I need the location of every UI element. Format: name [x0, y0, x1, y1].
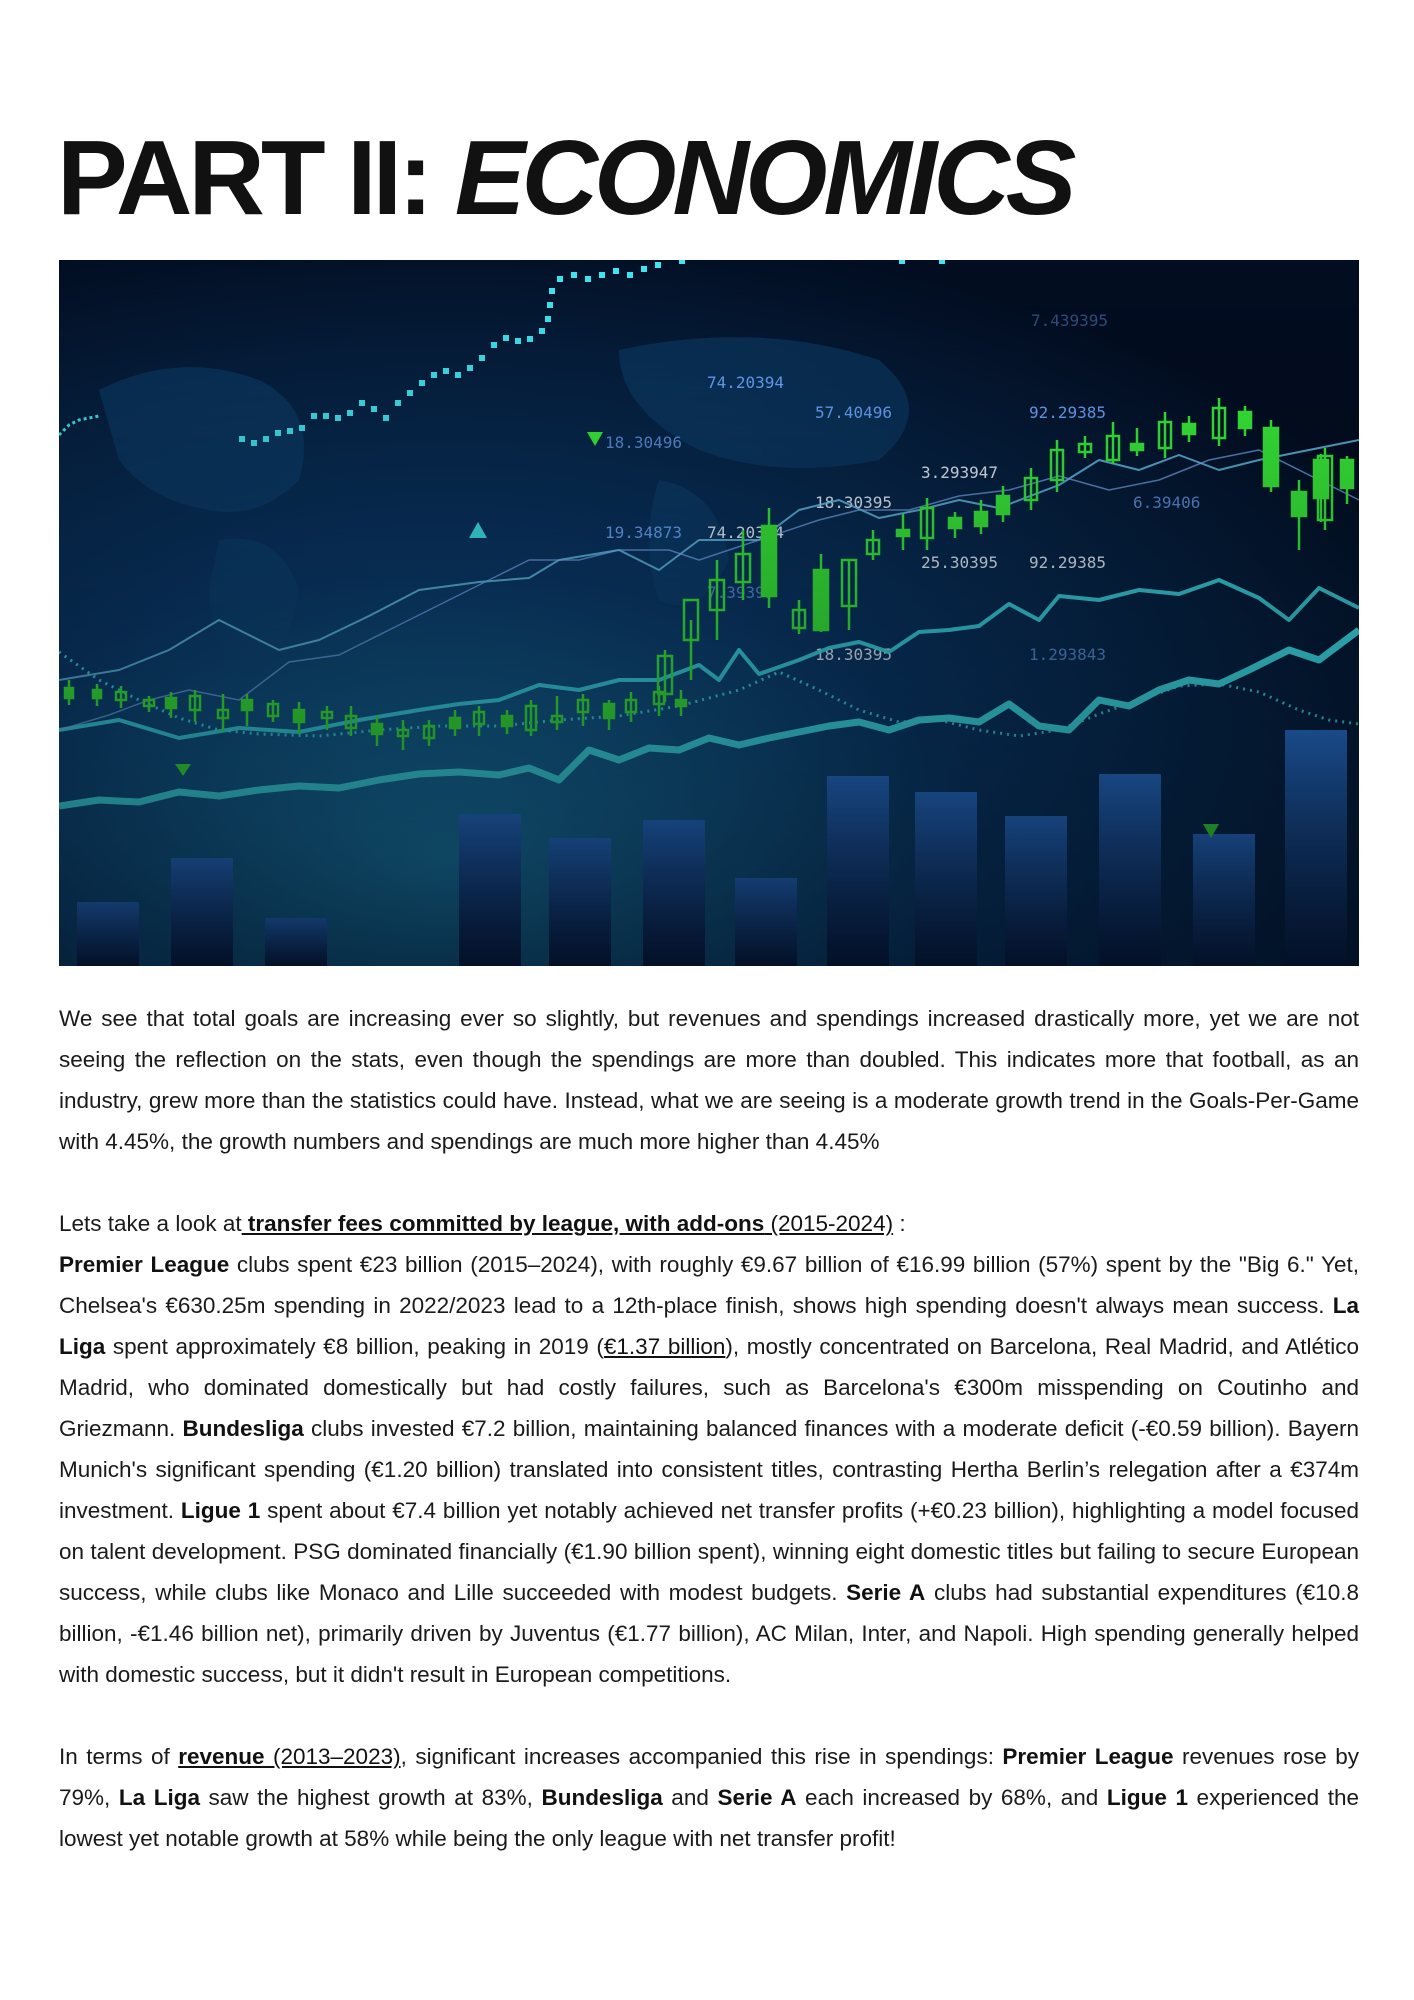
paragraph-revenue	[59, 1736, 1359, 1859]
revenue-text: , significant increases accompanied this rise in spendings:	[400, 1744, 1003, 1769]
revenue-text: revenues rose by 79%,	[59, 1744, 1359, 1810]
revenue-text: and	[662, 1785, 718, 1810]
premier-league-text: clubs spent €23 billion (2015–2024), with roughly €9.67 billion of €16.99 billion (57%) spent by the "Big 6." Yet, Chelsea's €630.25m spending in 2022/2023 lead to a 12th-place finish, shows high spending doesn't always mean success.	[59, 1252, 1360, 1318]
revenue-intro: In terms of	[59, 1744, 179, 1769]
league-name-la-liga: La Liga	[59, 1293, 1359, 1359]
revenue-years-link[interactable]: (2013–2023)	[264, 1744, 401, 1769]
league-name-bundesliga: Bundesliga	[182, 1416, 304, 1441]
league-name-serie-a: Serie A	[846, 1580, 926, 1605]
ligue-1-text: spent about €7.4 billion yet notably achieved net transfer profits (+€0.23 billion), highlighting a model focused on talent development. PSG dominated financially (€1.90 billion spent), winning eight domestic titles but failing to secure European success, while clubs like Monaco and Lille succeeded with modest budgets.	[59, 1498, 1359, 1605]
title-topic: ECONOMICS	[454, 119, 1073, 237]
title-part: PART II:	[57, 119, 430, 237]
revenue-text: experienced the lowest yet notable growth at 58% while being the only league with net transfer profit!	[59, 1785, 1360, 1851]
league-name-serie-a: Serie A	[717, 1785, 797, 1810]
revenue-text: saw the highest growth at 83%,	[199, 1785, 542, 1810]
paragraph-league-spending	[59, 1244, 1359, 1695]
revenue-link[interactable]: revenue	[178, 1744, 265, 1769]
transfer-fees-years-link[interactable]: (2015-2024)	[764, 1211, 894, 1236]
league-name-la-liga: La Liga	[118, 1785, 200, 1810]
article-body	[59, 998, 1359, 1859]
league-name-ligue-1: Ligue 1	[180, 1498, 261, 1523]
revenue-text: each increased by 68%, and	[796, 1785, 1107, 1810]
la-liga-text: spent approximately €8 billion, peaking in 2019 (	[105, 1334, 604, 1359]
league-name-bundesliga: Bundesliga	[541, 1785, 663, 1810]
serie-a-text: clubs had substantial expenditures (€10.8 billion, -€1.46 billion net), primarily driven by Juventus (€1.77 billion), AC Milan, Inter, and Napoli. High spending generally helped with domestic success, but it didn't result in European competitions.	[59, 1580, 1359, 1687]
paragraph-transfer-intro	[59, 1203, 1359, 1244]
bundesliga-text: clubs invested €7.2 billion, maintaining balanced finances with a moderate deficit (-€0.59 billion). Bayern Munich's significant spending (€1.20 billion) translated into consistent titles, contrasting Hertha Berlin’s relegation after a €374m investment.	[59, 1416, 1359, 1523]
transfer-intro-text: Lets take a look at	[59, 1211, 242, 1236]
league-name-premier-league: Premier League	[1002, 1744, 1174, 1769]
transfer-fees-link[interactable]: transfer fees committed by league, with add-ons	[241, 1211, 765, 1236]
hero-financial-chart-image	[59, 260, 1359, 966]
la-liga-peak-link[interactable]: €1.37 billion	[603, 1334, 726, 1359]
league-name-premier-league: Premier League	[59, 1252, 230, 1277]
league-name-ligue-1: Ligue 1	[1106, 1785, 1188, 1810]
paragraph-goals-trend: We see that total goals are increasing ever so slightly, but revenues and spendings increased drastically more, yet we are not seeing the reflection on the stats, even though the spendings are more than doubled. This indicates more that football, as an industry, grew more than the statistics could have. Instead, what we are seeing is a moderate growth trend in the Goals-Per-Game with 4.45%, the growth numbers and spendings are much more higher than 4.45%	[59, 1006, 1359, 1154]
la-liga-text-continued: ), mostly concentrated on Barcelona, Real Madrid, and Atlético Madrid, who dominated domestically but had costly failures, such as Barcelona's €300m misspending on Coutinho and Griezmann.	[59, 1334, 1360, 1441]
page-title	[57, 118, 1073, 238]
transfer-intro-end: :	[893, 1211, 906, 1236]
